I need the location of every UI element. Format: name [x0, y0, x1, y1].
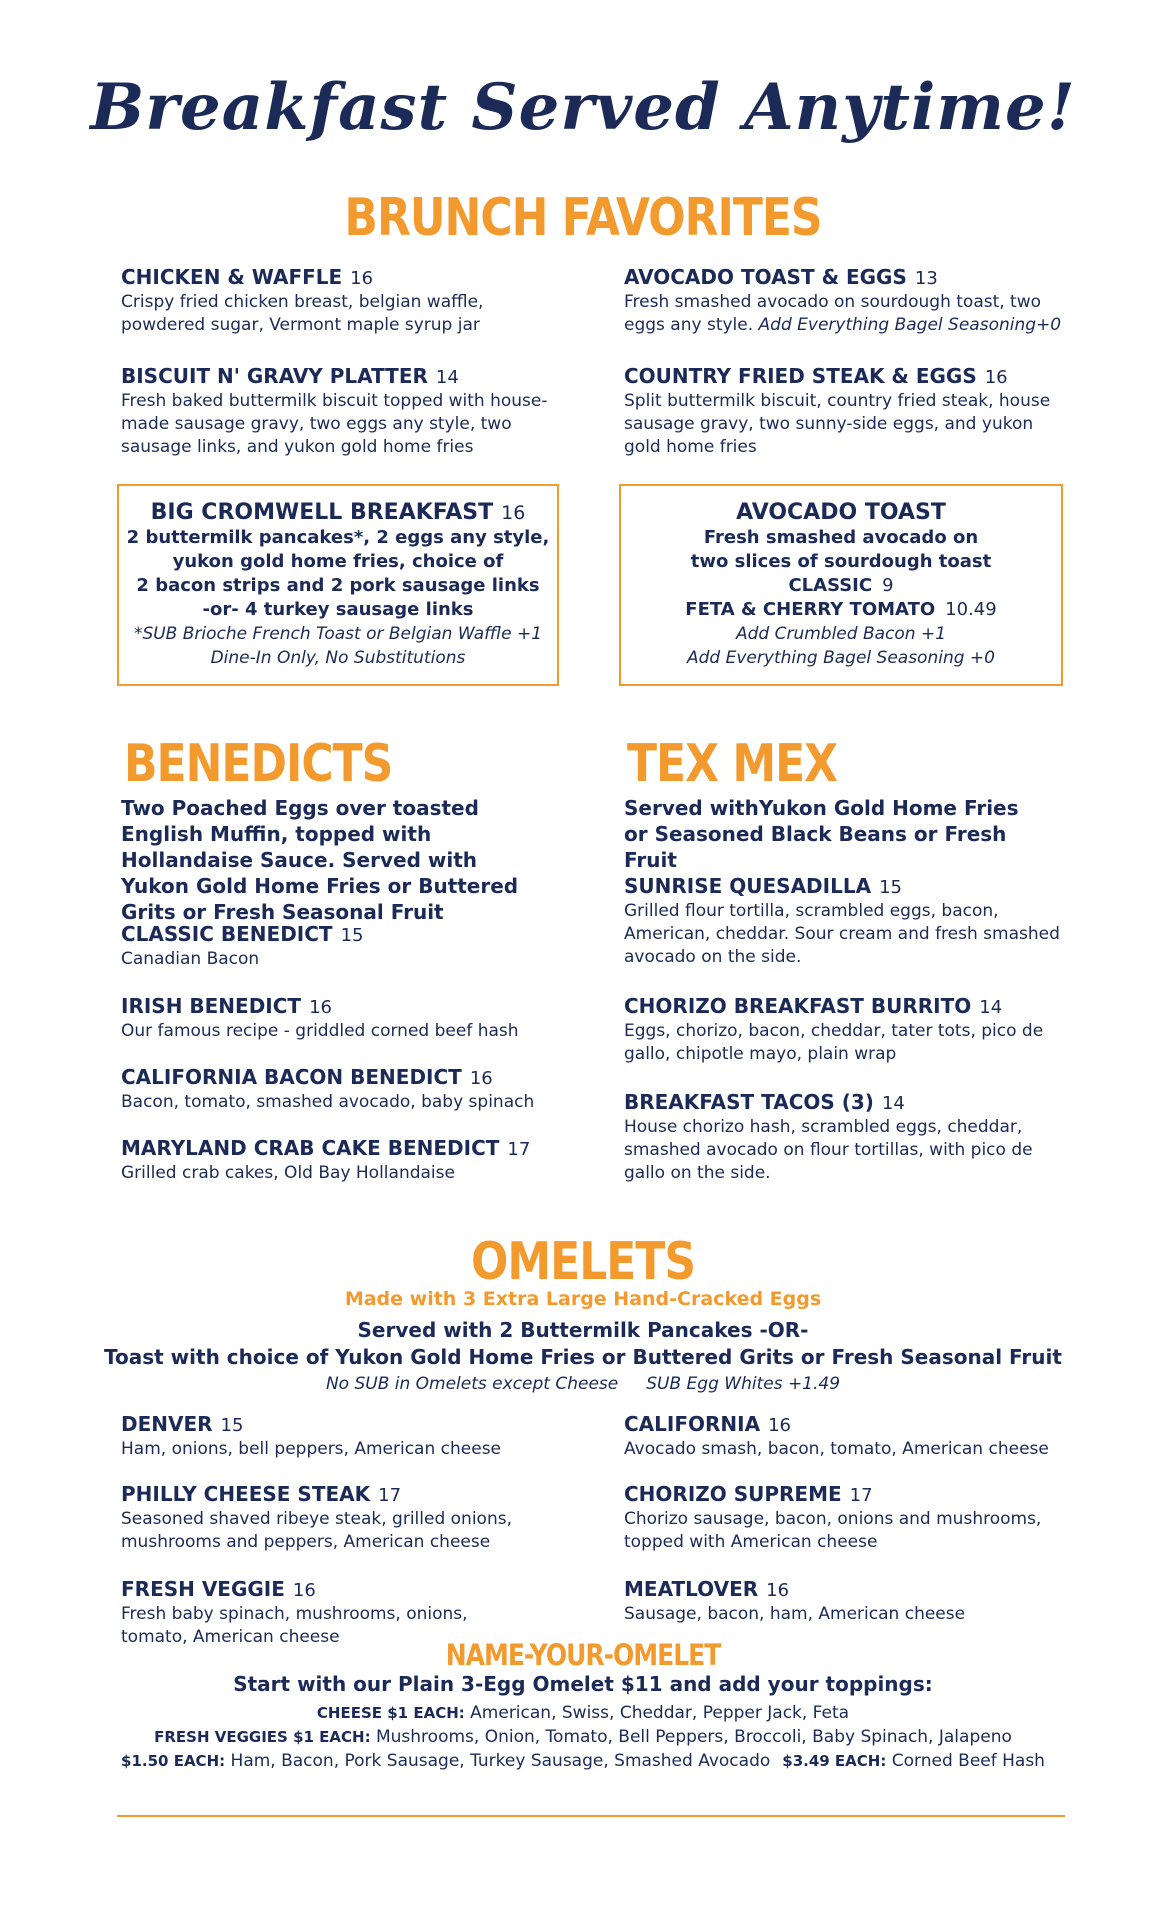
item-description: Grilled crab cakes, Old Bay Hollandaise — [121, 1163, 455, 1183]
bottom-divider — [117, 1815, 1065, 1817]
menu-item-maryland-crab-benedict — [121, 1136, 571, 1185]
item-description: Fresh smashed avocado on sourdough toast, two eggs any style. — [624, 292, 1042, 335]
item-description: Chorizo sausage, bacon, onions and mushrooms, topped with American cheese — [624, 1509, 1042, 1552]
item-price: 16 — [984, 367, 1008, 388]
item-name: SUNRISE QUESADILLA — [624, 874, 872, 898]
benedicts-heading: BENEDICTS — [124, 734, 393, 795]
item-description: Seasoned shaved ribeye steak, grilled onions, mushrooms and peppers, American cheese — [121, 1509, 512, 1552]
item-name: CHORIZO BREAKFAST BURRITO — [624, 994, 972, 1018]
item-name: CHICKEN & WAFFLE — [121, 265, 343, 289]
avocado-toast-box — [619, 484, 1063, 686]
item-description: Canadian Bacon — [121, 949, 260, 969]
item-price: 16 — [309, 997, 332, 1018]
tex-mex-heading: TEX MEX — [627, 734, 838, 795]
item-price: 15 — [340, 925, 364, 946]
item-price: 16 — [768, 1415, 791, 1436]
menu-item-chicken-waffle — [121, 265, 571, 337]
omelets-served-line-2: Toast with choice of Yukon Gold Home Fries or Buttered Grits or Fresh Seasonal Fruit — [104, 1345, 1062, 1369]
box-note: Dine-In Only, No Substitutions — [210, 648, 466, 668]
item-name: DENVER — [121, 1412, 213, 1436]
nyo-hash-list: Corned Beef Hash — [891, 1751, 1045, 1771]
nyo-meat-line — [0, 1751, 1166, 1771]
menu-item-california-omelet — [624, 1412, 1074, 1461]
item-name: CLASSIC BENEDICT — [121, 922, 333, 946]
item-name: BREAKFAST TACOS (3) — [624, 1090, 874, 1114]
menu-item-chorizo-supreme — [624, 1482, 1064, 1554]
item-price: 15 — [220, 1415, 244, 1436]
item-name: MARYLAND CRAB CAKE BENEDICT — [121, 1136, 500, 1160]
nyo-veggie-line — [0, 1727, 1166, 1747]
menu-item-philly-cheese-steak — [121, 1482, 541, 1554]
item-name: CALIFORNIA — [624, 1412, 761, 1436]
menu-item-classic-benedict — [121, 922, 571, 971]
item-price: 17 — [378, 1485, 402, 1506]
item-description: Eggs, chorizo, bacon, cheddar, tater tots, pico de gallo, chipotle mayo, plain wrap — [624, 1021, 1044, 1064]
omelets-heading: OMELETS — [470, 1232, 696, 1293]
option-name: CLASSIC — [788, 575, 873, 596]
box-note: Add Crumbled Bacon +1 — [735, 624, 947, 644]
item-name: BISCUIT N' GRAVY PLATTER — [121, 364, 428, 388]
item-description: Grilled flour tortilla, scrambled eggs, bacon, American, cheddar. Sour cream and fresh smashed avocado on the side. — [624, 901, 1060, 967]
item-name: PHILLY CHEESE STEAK — [121, 1482, 371, 1506]
menu-item-biscuit-gravy — [121, 364, 571, 459]
nyo-veggie-list: Mushrooms, Onion, Tomato, Bell Peppers, Broccoli, Baby Spinach, Jalapeno — [375, 1727, 1012, 1747]
benedicts-intro: Two Poached Eggs over toasted English Muffin, topped with Hollandaise Sauce. Served with Yukon Gold Home Fries or Buttered Grits or Fresh Seasonal Fruit — [121, 796, 519, 924]
box-line: -or- 4 turkey sausage links — [202, 599, 474, 620]
item-name: AVOCADO TOAST — [736, 500, 946, 525]
item-price: 16 — [469, 1068, 493, 1089]
menu-item-california-bacon-benedict — [121, 1065, 571, 1114]
item-name: BIG CROMWELL BREAKFAST — [150, 500, 494, 525]
item-description: Our famous recipe - griddled corned beef hash — [121, 1021, 519, 1041]
nyo-cheese-label: CHEESE $1 EACH: — [316, 1704, 465, 1722]
item-price: 14 — [881, 1093, 905, 1114]
omelets-notes — [0, 1374, 1166, 1394]
item-price: 16 — [350, 268, 374, 289]
box-note: Add Everything Bagel Seasoning +0 — [687, 648, 995, 668]
box-line: 2 buttermilk pancakes*, 2 eggs any style, — [126, 527, 550, 548]
nyo-cheese-line — [0, 1703, 1166, 1723]
big-cromwell-box — [117, 484, 559, 686]
item-price: 17 — [849, 1485, 873, 1506]
box-line: two slices of sourdough toast — [690, 551, 992, 572]
nyo-start-line: Start with our Plain 3-Egg Omelet $11 and add your toppings: — [233, 1672, 933, 1696]
nyo-hash-label: $3.49 EACH: — [782, 1752, 887, 1770]
box-note: *SUB Brioche French Toast or Belgian Waffle +1 — [133, 624, 543, 644]
item-description: Split buttermilk biscuit, country fried steak, house sausage gravy, two sunny-side eggs, and yukon gold home fries — [624, 391, 1051, 457]
item-price: 17 — [507, 1139, 531, 1160]
option-name: FETA & CHERRY TOMATO — [685, 599, 936, 620]
item-price: 13 — [914, 268, 938, 289]
menu-item-country-fried-steak — [624, 364, 1074, 459]
nyo-meat-label: $1.50 EACH: — [121, 1752, 226, 1770]
item-description: Fresh baked buttermilk biscuit topped with house-made sausage gravy, two eggs any style, two sausage links, and yukon gold home fries — [121, 391, 548, 457]
option-price: 9 — [882, 575, 894, 596]
option-price: 10.49 — [945, 599, 997, 620]
menu-item-sunrise-quesadilla — [624, 874, 1074, 969]
item-name: IRISH BENEDICT — [121, 994, 302, 1018]
omelets-note: No SUB in Omelets except Cheese — [325, 1374, 619, 1394]
box-line: 2 bacon strips and 2 pork sausage links — [136, 575, 540, 596]
item-description: Bacon, tomato, smashed avocado, baby spinach — [121, 1092, 535, 1112]
item-description: House chorizo hash, scrambled eggs, cheddar, smashed avocado on flour tortillas, with pico de gallo on the side. — [624, 1117, 1033, 1183]
brunch-favorites-heading: BRUNCH FAVORITES — [344, 188, 822, 249]
menu-item-avocado-toast-eggs — [624, 265, 1074, 337]
omelets-served-line-1: Served with 2 Buttermilk Pancakes -OR- — [357, 1318, 809, 1342]
item-name: AVOCADO TOAST & EGGS — [624, 265, 907, 289]
menu-item-breakfast-tacos — [624, 1090, 1074, 1185]
item-description: Ham, onions, bell peppers, American cheese — [121, 1439, 502, 1459]
item-price: 15 — [879, 877, 902, 898]
item-price: 16 — [766, 1580, 790, 1601]
box-line: Fresh smashed avocado on — [703, 527, 979, 548]
item-name: COUNTRY FRIED STEAK & EGGS — [624, 364, 977, 388]
item-name: CALIFORNIA BACON BENEDICT — [121, 1065, 462, 1089]
menu-title: Breakfast Served Anytime! — [90, 70, 1076, 145]
nyo-meat-list: Ham, Bacon, Pork Sausage, Turkey Sausage, Smashed Avocado — [230, 1751, 771, 1771]
item-description: Crispy fried chicken breast, belgian waffle, powdered sugar, Vermont maple syrup jar — [121, 292, 484, 335]
omelets-note: SUB Egg Whites +1.49 — [646, 1374, 841, 1394]
item-name: FRESH VEGGIE — [121, 1577, 285, 1601]
tex-mex-intro: Served withYukon Gold Home Fries or Seasoned Black Beans or Fresh Fruit — [624, 796, 1019, 872]
menu-item-meatlover — [624, 1577, 1074, 1626]
box-line: yukon gold home fries, choice of — [172, 551, 504, 572]
item-description: Sausage, bacon, ham, American cheese — [624, 1604, 966, 1624]
nyo-veggie-label: FRESH VEGGIES $1 EACH: — [154, 1728, 371, 1746]
item-price: 14 — [435, 367, 459, 388]
omelets-subheading: Made with 3 Extra Large Hand-Cracked Eggs — [344, 1288, 822, 1310]
menu-item-irish-benedict — [121, 994, 571, 1043]
item-description: Avocado smash, bacon, tomato, American cheese — [624, 1439, 1049, 1459]
menu-item-denver — [121, 1412, 571, 1461]
item-price: 16 — [292, 1580, 316, 1601]
item-name: MEATLOVER — [624, 1577, 759, 1601]
item-price: 16 — [501, 502, 526, 524]
nyo-cheese-list: American, Swiss, Cheddar, Pepper Jack, Feta — [470, 1703, 850, 1723]
item-add-on: Add Everything Bagel Seasoning+0 — [758, 315, 1062, 335]
item-price: 14 — [979, 997, 1003, 1018]
item-description: Fresh baby spinach, mushrooms, onions, tomato, American cheese — [121, 1604, 468, 1647]
name-your-omelet-heading: NAME-YOUR-OMELET — [445, 1638, 721, 1673]
menu-item-chorizo-burrito — [624, 994, 1074, 1066]
item-name: CHORIZO SUPREME — [624, 1482, 842, 1506]
